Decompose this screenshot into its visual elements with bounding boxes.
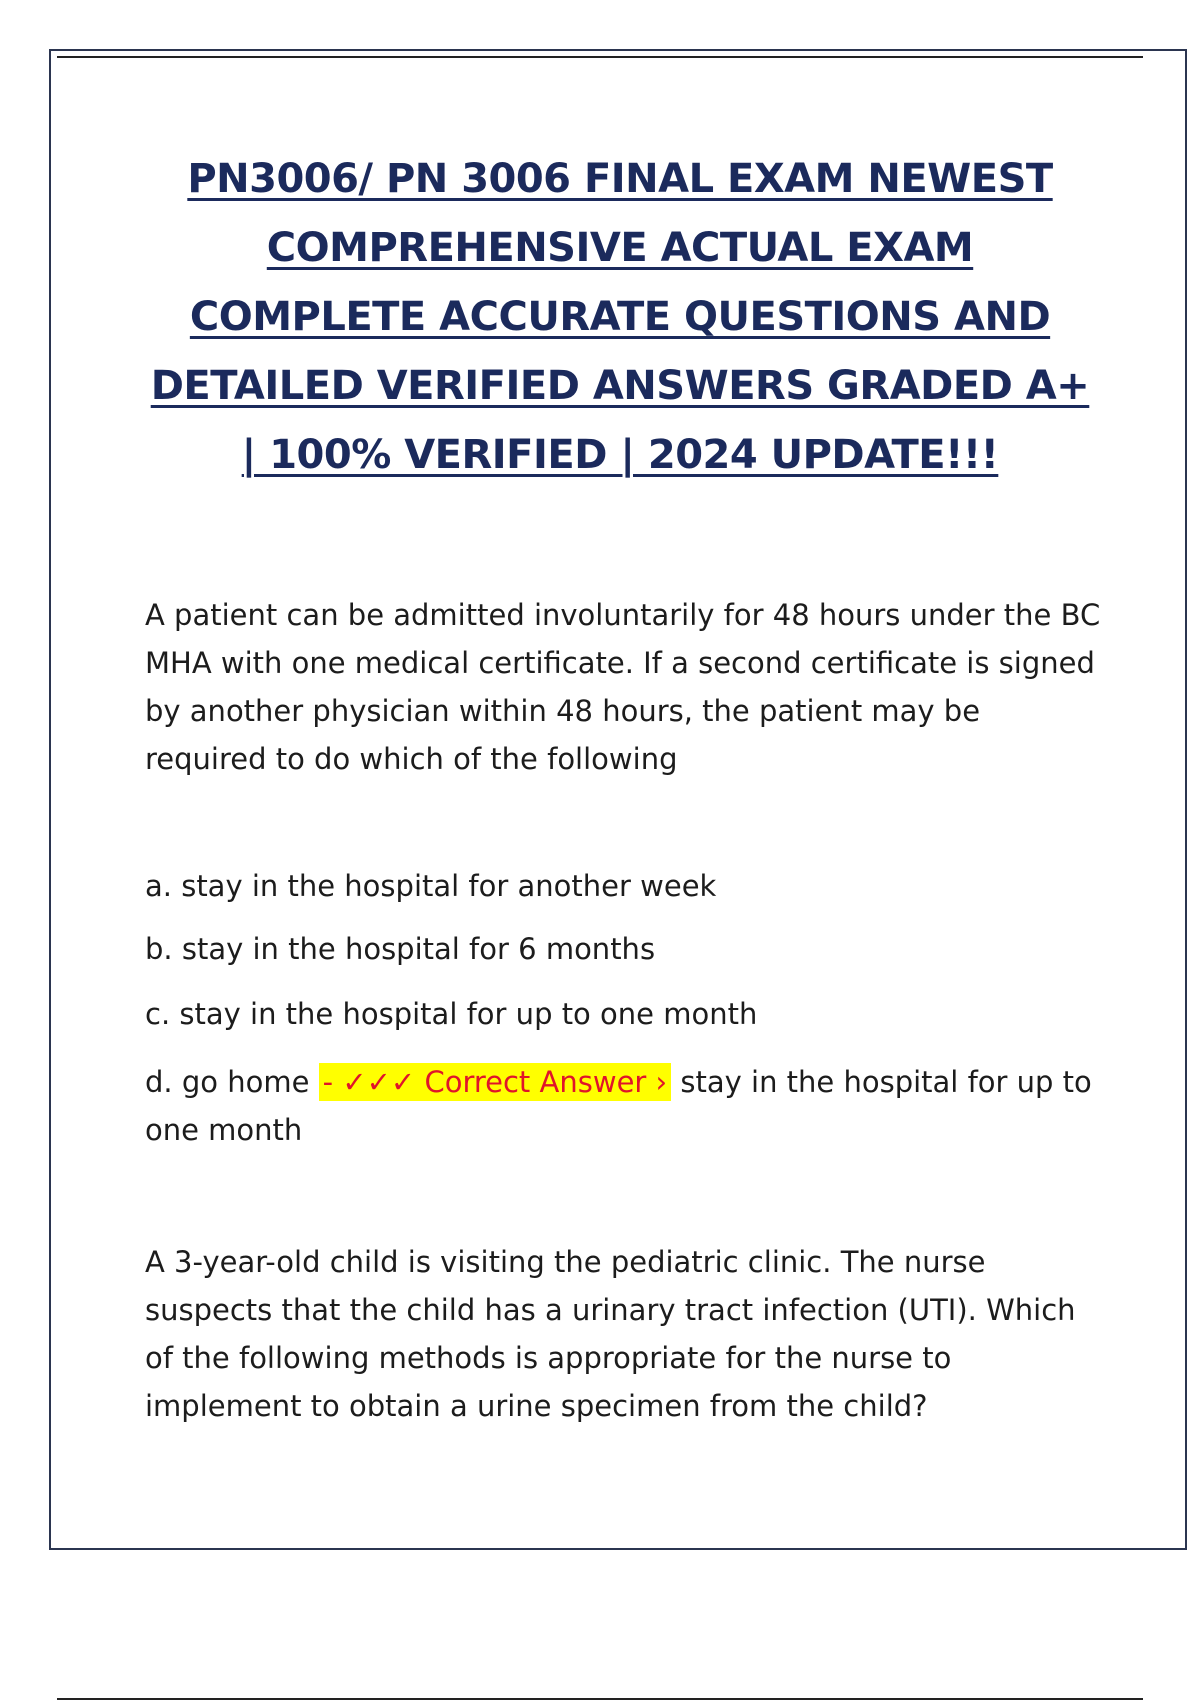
question-1-option-b: b. stay in the hospital for 6 months bbox=[145, 932, 656, 966]
title-line: COMPLETE ACCURATE QUESTIONS AND bbox=[189, 294, 1051, 340]
question-1-option-d bbox=[145, 1058, 1105, 1154]
title-line: COMPREHENSIVE ACTUAL EXAM bbox=[266, 225, 974, 271]
correct-answer-text: stay in the hospital for up to one month bbox=[145, 1065, 1092, 1147]
option-d-prefix: d. go home bbox=[145, 1065, 319, 1099]
correct-answer-marker: - ✓✓✓ Correct Answer › bbox=[319, 1063, 672, 1101]
question-1-option-c: c. stay in the hospital for up to one month bbox=[145, 997, 758, 1031]
title-line: DETAILED VERIFIED ANSWERS GRADED A+ bbox=[150, 363, 1090, 409]
question-2-text: A 3-year-old child is visiting the pediatric clinic. The nurse suspects that the child has a urinary tract infection (UTI). Which of the following methods is appropriate for the nurse to implement to obtain a urine specimen from the child? bbox=[145, 1245, 1076, 1423]
top-rule bbox=[57, 56, 1143, 58]
title-line: | 100% VERIFIED | 2024 UPDATE!!! bbox=[241, 432, 999, 478]
title-line: PN3006/ PN 3006 FINAL EXAM NEWEST bbox=[187, 156, 1053, 202]
question-1-option-a: a. stay in the hospital for another week bbox=[145, 869, 717, 903]
question-1-text: A patient can be admitted involuntarily for 48 hours under the BC MHA with one medical certificate. If a second certificate is signed by another physician within 48 hours, the patient may be required to do which of the following bbox=[145, 598, 1101, 776]
document-title bbox=[100, 145, 1140, 490]
